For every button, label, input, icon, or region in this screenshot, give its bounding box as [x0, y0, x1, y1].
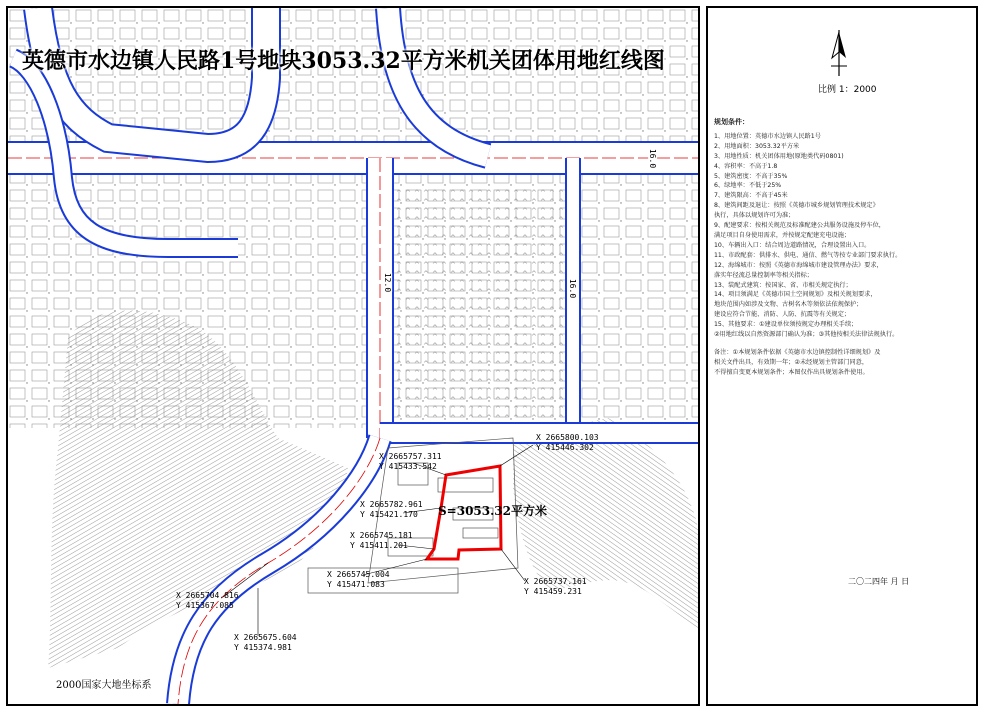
notes-line: 4、容积率：不高于1.8 — [714, 162, 778, 170]
coordinate-label: X 2665745.181 Y 415411.201 — [350, 531, 413, 550]
coordinate-label: X 2665737.161 Y 415459.231 — [524, 577, 587, 596]
notes-line: 1、用地位置：英德市水边镇人民路1号 — [714, 132, 821, 140]
road-width-label: 12.0 — [383, 272, 393, 293]
coordinate-system-label: 2000国家大地坐标系 — [56, 680, 152, 691]
notes-line: ②用地红线以自然资源部门确认为准；③其他按相关法律法规执行。 — [714, 331, 899, 339]
north-arrow-icon — [826, 28, 852, 78]
notes-line: 地块范围内如涉及文物、古树名木等须依法依规保护； — [714, 301, 863, 309]
notes-line: 10、车辆出入口：结合周边道路情况，合理设置出入口。 — [714, 241, 871, 249]
planning-notes — [714, 118, 974, 378]
notes-line: 15、其他要求：①建设单位须按规定办理相关手续； — [714, 321, 858, 329]
notes-line: 12、海绵城市：按照《英德市海绵城市建设管理办法》要求， — [714, 261, 883, 269]
road-width-label: 16.0 — [568, 278, 578, 299]
coordinate-label: X 2665782.961 Y 415421.170 — [360, 500, 423, 519]
notes-line: 14、项目须满足《英德市国土空间规划》及相关规划要求， — [714, 291, 877, 299]
notes-line: 7、建筑限高：不高于45米 — [714, 192, 788, 200]
road-width-label: 16.0 — [648, 148, 658, 169]
coordinate-label: X 2665675.604 Y 415374.981 — [234, 633, 297, 652]
date-label: 二〇二四年 月 日 — [848, 577, 910, 586]
notes-line: 3、用地性质：机关团体用地(原地类代码0801) — [714, 152, 844, 160]
notes-line: 备注：①本规划条件依据《英德市水边镇控制性详细规划》及 — [714, 348, 881, 356]
notes-line: 8、建筑间距及退让：按照《英德市城乡规划管理技术规定》 — [714, 202, 879, 210]
notes-line: 建设应符合节能、消防、人防、抗震等有关规定； — [714, 311, 851, 319]
map-title: 英德市水边镇人民路1号地块3053.32平方米机关团体用地红线图 — [22, 48, 665, 74]
vegetation-area — [388, 188, 573, 418]
notes-line: 相关文件出具，有效期一年；②未经规划主管部门同意， — [714, 358, 869, 366]
coordinate-label: X 2665745.004 Y 415471.083 — [327, 570, 390, 589]
notes-line: 13、装配式建筑：按国家、省、市相关规定执行； — [714, 281, 852, 289]
notes-line: 2、用地面积：3053.32平方米 — [714, 142, 800, 150]
notes-heading: 规划条件： — [714, 118, 749, 126]
coordinate-label: X 2665800.103 Y 415446.302 — [536, 433, 599, 452]
area-label: S=3053.32平方米 — [438, 504, 547, 518]
scale-label: 比例 1：2000 — [818, 85, 877, 95]
notes-line: 5、建筑密度：不高于35% — [714, 172, 788, 180]
notes-line: 9、配建要求：按相关规范及标准配建公共服务设施及停车位， — [714, 222, 885, 230]
coordinate-label: X 2665704.816 Y 415367.085 — [176, 591, 239, 610]
map-drawing — [8, 8, 698, 704]
notes-line: 11、市政配套：供排水、供电、通信、燃气等按专业部门要求执行。 — [714, 251, 902, 259]
coordinate-label: X 2665757.311 Y 415433.542 — [379, 452, 442, 471]
notes-line: 6、绿地率：不低于25% — [714, 182, 782, 190]
notes-line: 执行，具体以规划许可为准； — [714, 212, 795, 220]
notes-line: 满足项目自身使用需求，并按规定配建充电设施； — [714, 231, 851, 239]
notes-line: 落实年径流总量控制率等相关指标； — [714, 271, 813, 279]
notes-line: 不得擅自变更本规划条件；本图仅作出具规划条件使用。 — [714, 368, 869, 376]
